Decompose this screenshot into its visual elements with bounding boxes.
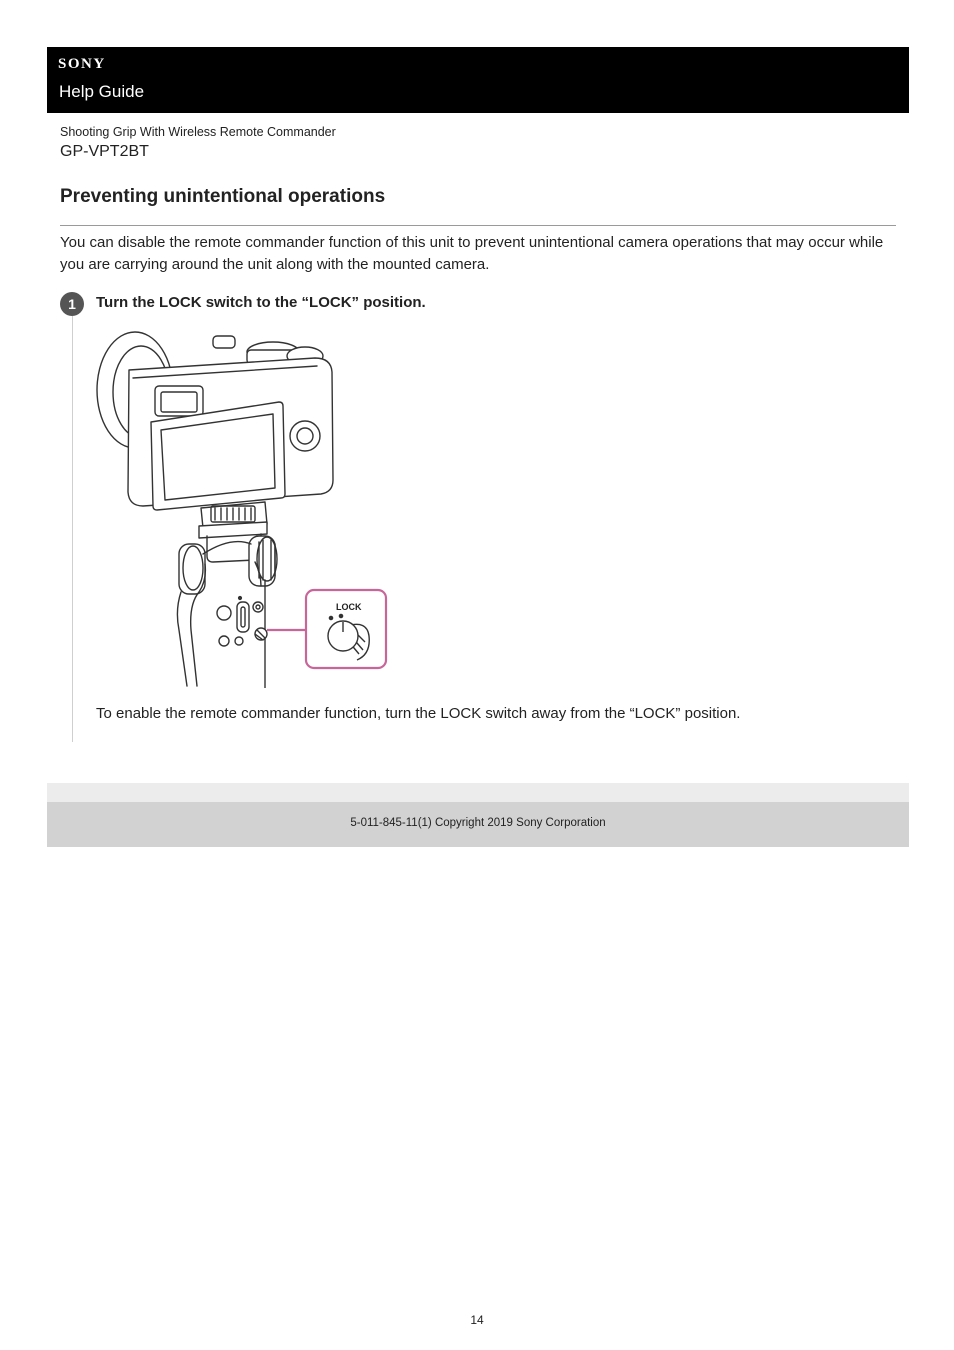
callout-lock-label: LOCK xyxy=(336,602,362,612)
model-name: GP-VPT2BT xyxy=(60,143,149,160)
footer-band xyxy=(47,783,909,802)
product-name: Shooting Grip With Wireless Remote Commander xyxy=(60,125,336,139)
step-connector-line xyxy=(72,316,73,742)
page-title: Preventing unintentional operations xyxy=(60,186,386,207)
page-footer xyxy=(47,802,909,847)
title-divider xyxy=(60,225,896,226)
step-instruction: Turn the LOCK switch to the “LOCK” position. xyxy=(96,294,426,311)
page-header xyxy=(47,47,909,113)
help-guide-title: Help Guide xyxy=(59,82,145,101)
intro-paragraph: You can disable the remote commander function of this unit to prevent unintentional camera operations that may occur while you are carrying around the unit along with the mounted camera. xyxy=(60,234,884,273)
step-number-badge: 1 xyxy=(60,292,84,316)
camera-grip-lock-illustration xyxy=(95,330,390,688)
step-note: To enable the remote commander function, turn the LOCK switch away from the “LOCK” position. xyxy=(96,705,741,722)
sony-logo: SONY xyxy=(58,56,106,72)
copyright-text: 5-011-845-11(1) Copyright 2019 Sony Corporation xyxy=(350,817,606,829)
page-number: 14 xyxy=(470,1313,484,1327)
